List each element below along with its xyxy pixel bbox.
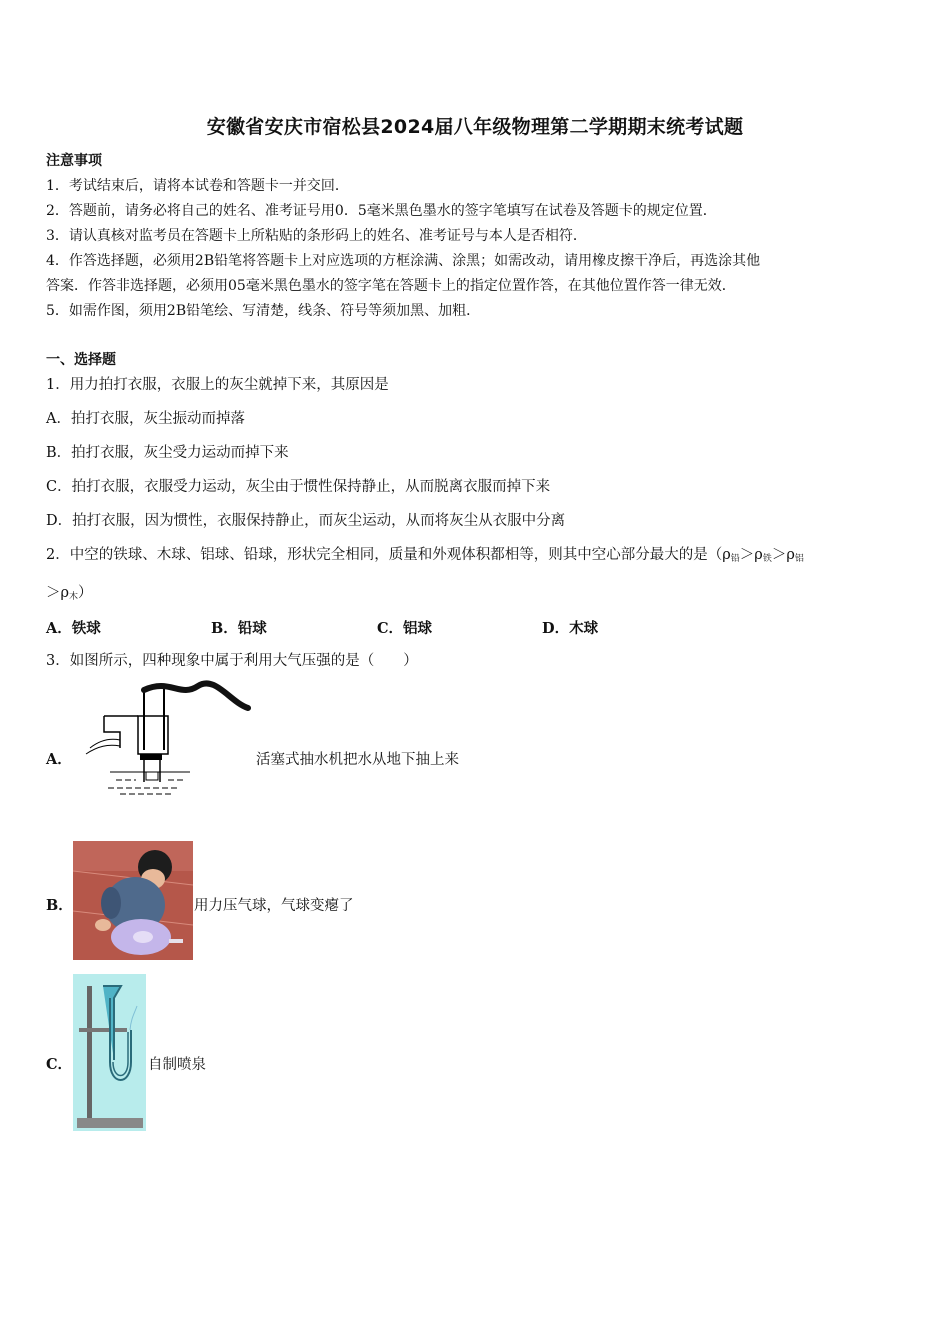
question-3-option-c-caption: 自制喷泉 bbox=[148, 1057, 206, 1073]
question-3-stem: 3．如图所示，四种现象中属于利用大气压强的是（ ） bbox=[46, 653, 418, 669]
question-2-option-b[interactable]: B．铅球 bbox=[211, 620, 267, 637]
question-2-option-d[interactable]: D．木球 bbox=[542, 620, 599, 637]
question-3-option-c-label[interactable]: C． bbox=[46, 1056, 73, 1073]
close-paren: ） bbox=[78, 585, 93, 601]
density-symbol: ρ bbox=[786, 547, 795, 563]
density-symbol: ρ bbox=[60, 585, 70, 601]
density-subscript-iron: 铁 bbox=[762, 554, 772, 564]
question-2-option-c[interactable]: C．铝球 bbox=[377, 620, 433, 637]
notice-item: 答案．作答非选择题，必须用05毫米黑色墨水的签字笔在答题卡上的指定位置作答，在其他位置作答一律无效． bbox=[46, 278, 736, 294]
density-subscript-wood: 木 bbox=[69, 592, 79, 602]
question-2-stem-text: 2．中空的铁球、木球、铝球、铅球，形状完全相同，质量和外观体积都相等，则其中空心部分最大的是（ bbox=[46, 547, 723, 563]
question-3-option-a-label[interactable]: A． bbox=[46, 751, 72, 768]
notice-item: 4．作答选择题，必须用2B铅笔将答题卡上对应选项的方框涂满、涂黑；如需改动，请用橡皮擦干净后，再选涂其他 bbox=[46, 253, 761, 269]
density-subscript-lead: 铅 bbox=[730, 554, 740, 564]
question-1-stem: 1．用力拍打衣服，衣服上的灰尘就掉下来，其原因是 bbox=[46, 377, 389, 393]
section-heading: 一、选择题 bbox=[46, 352, 116, 368]
notice-item: 3．请认真核对监考员在答题卡上所粘贴的条形码上的姓名、准考证号与本人是否相符． bbox=[46, 228, 587, 244]
fountain-apparatus-figure bbox=[73, 974, 146, 1131]
question-2-options bbox=[46, 617, 746, 639]
notice-heading: 注意事项 bbox=[46, 153, 102, 169]
question-1-option-c[interactable]: C．拍打衣服，衣服受力运动，灰尘由于惯性保持静止，从而脱离衣服而掉下来 bbox=[46, 479, 551, 495]
notice-item: 5．如需作图，须用2B铅笔绘、写清楚，线条、符号等须加黑、加粗． bbox=[46, 303, 481, 319]
question-1-option-d[interactable]: D．拍打衣服，因为惯性，衣服保持静止，而灰尘运动，从而将灰尘从衣服中分离 bbox=[46, 513, 566, 529]
greater-than-sign: ＞ bbox=[46, 585, 61, 601]
density-subscript-aluminum: 铝 bbox=[794, 554, 804, 564]
question-2-stem bbox=[46, 545, 804, 569]
notice-item: 1．考试结束后，请将本试卷和答题卡一并交回． bbox=[46, 178, 349, 194]
question-1-option-a[interactable]: A．拍打衣服，灰尘振动而掉落 bbox=[46, 411, 245, 427]
question-3-option-a-caption: 活塞式抽水机把水从地下抽上来 bbox=[256, 752, 459, 768]
density-symbol: ρ bbox=[722, 547, 731, 563]
page-title: 安徽省安庆市宿松县2024届八年级物理第二学期期末统考试题 bbox=[206, 116, 744, 138]
question-2-stem-continued bbox=[46, 583, 93, 607]
balloon-photo bbox=[73, 841, 193, 960]
question-3-option-b-label[interactable]: B． bbox=[46, 897, 73, 914]
greater-than-sign: ＞ bbox=[771, 547, 787, 563]
greater-than-sign: ＞ bbox=[739, 547, 755, 563]
question-1-option-b[interactable]: B．拍打衣服，灰尘受力运动而掉下来 bbox=[46, 445, 289, 461]
notice-item: 2．答题前，请务必将自己的姓名、准考证号用0．5毫米黑色墨水的签字笔填写在试卷及答题卡的规定位置． bbox=[46, 203, 717, 219]
piston-pump-figure bbox=[80, 680, 255, 800]
density-symbol: ρ bbox=[754, 547, 763, 563]
question-2-option-a[interactable]: A．铁球 bbox=[46, 620, 101, 637]
question-3-option-b-caption: 用力压气球，气球变瘪了 bbox=[194, 898, 354, 914]
